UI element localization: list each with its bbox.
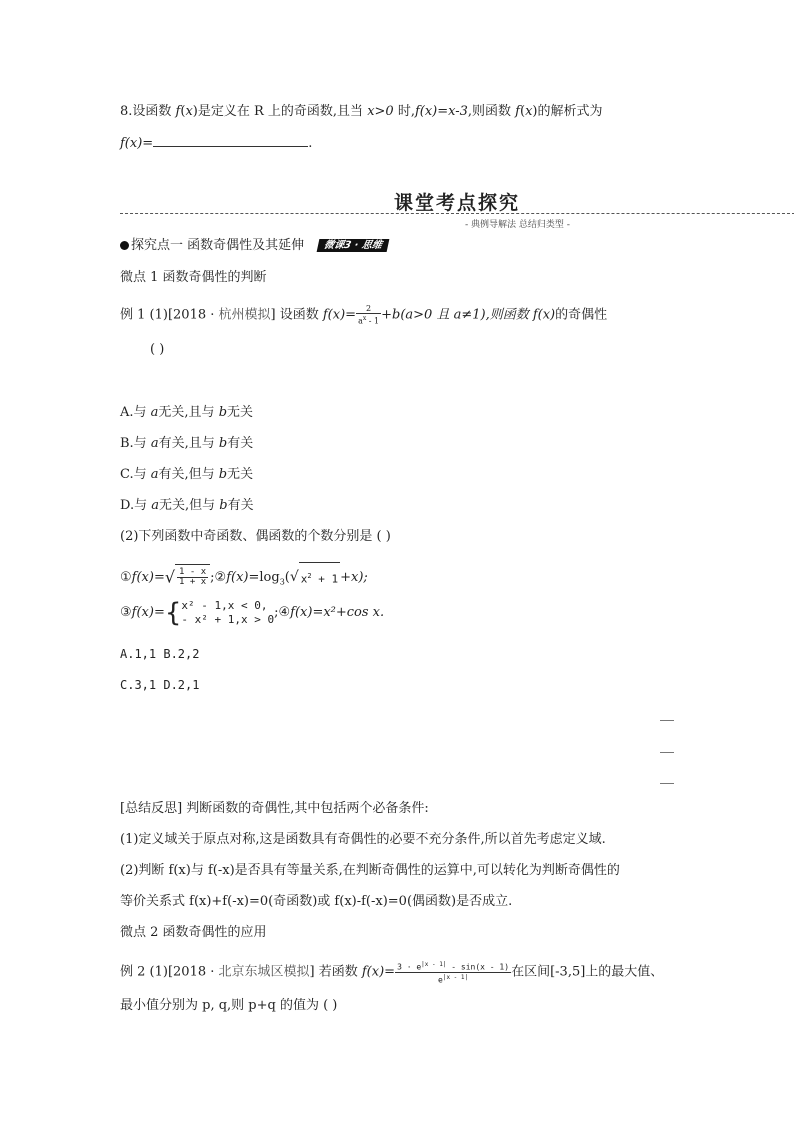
margin-mark — [660, 783, 674, 784]
ex1-part2: (2)下列函数中奇函数、偶函数的个数分别是 ( ) — [120, 529, 391, 544]
summary-title: [总结反思] 判断函数的奇偶性,其中包括两个必备条件: — [120, 801, 429, 816]
explore-heading: 探究点一 函数奇偶性及其延伸 微课3 · 思维 — [120, 236, 388, 256]
ex2-stem: 例 2 (1)[2018 · 北京东城区模拟] 若函数 f(x)= $\frac{3 \cdot e^{|x - 1|} - \sin(x - 1)}{e^{|x - 1|}}$ 在区间[-3,5]上的最大值、 — [120, 961, 664, 985]
summary-point-2a: (2)判断 f(x)与 f(-x)是否具有等量关系,在判断奇偶性的运算中,可以转化为判断奇偶性的 — [120, 863, 620, 878]
q8-line1: 8.设函数 f(x)是定义在 R 上的奇函数,且当 x>0 时,f(x)=x-3,则函数 f(x)的解析式为 — [120, 104, 603, 119]
section-divider — [120, 213, 794, 214]
margin-mark — [660, 720, 674, 721]
ex1-functions-row2: ③f(x)={ x² - 1,x < 0, - x² + 1,x > 0 ;④f(x)=x²+cos x. — [120, 597, 385, 628]
ex2-line2: 最小值分别为 p, q,则 p+q 的值为 ( ) — [120, 998, 338, 1013]
ex1-option-a[interactable]: A.与 a无关,且与 b无关 — [120, 405, 254, 420]
summary-point-2b: 等价关系式 f(x)+f(-x)=0(奇函数)或 f(x)-f(-x)=0(偶函数)是否成立. — [120, 894, 513, 909]
micro2-title: 微点 2 函数奇偶性的应用 — [120, 925, 267, 940]
section-title: 课堂考点探究 — [393, 192, 520, 214]
ex1-choices-row2[interactable]: C.3,1 D.2,1 — [120, 678, 200, 692]
ex1-option-d[interactable]: D.与 a无关,但与 b有关 — [120, 498, 254, 513]
section-subtitle: - 典例导解法 总结归类型 - — [464, 220, 571, 230]
q8-fx: f — [175, 104, 181, 119]
margin-mark — [660, 752, 674, 753]
sqrt-icon-2: √ — [289, 568, 299, 585]
ex1-stem: 例 1 (1)[2018 · 杭州模拟] 设函数 f(x)= $\frac{2}{a^x - 1}$ +b(a>0 且 a≠1),则函数 f(x)的奇偶性 — [120, 304, 608, 326]
ex1-choices-row1[interactable]: A.1,1 B.2,2 — [120, 647, 200, 661]
answer-blank[interactable] — [153, 134, 308, 147]
bullet-icon — [120, 241, 129, 250]
ex1-answer-paren: ( ) — [150, 342, 165, 357]
q8-x: x — [185, 104, 193, 119]
ex1-option-c[interactable]: C.与 a有关,但与 b无关 — [120, 467, 254, 482]
summary-point-1: (1)定义域关于原点对称,这是函数具有奇偶性的必要不充分条件,所以首先考虑定义域. — [120, 832, 606, 847]
ex1-functions-row1: ①f(x)=√ $\frac{1 - x}{1 + x}$ $;②f(x)=\log_3(√$ $x^2 + 1 +x$); — [120, 562, 368, 595]
ex1-fraction: $\frac{2}{a^x - 1}$ — [358, 304, 380, 326]
q8-line2: f(x)= . — [120, 136, 313, 151]
ex1-option-b[interactable]: B.与 a有关,且与 b有关 — [120, 436, 254, 451]
microlesson-tag[interactable]: 微课3 · 思维 — [317, 239, 389, 252]
brace-icon: { — [164, 597, 182, 628]
micro1-title: 微点 1 函数奇偶性的判断 — [120, 270, 267, 285]
sqrt-icon: √ — [164, 567, 176, 587]
ex2-fraction: $\frac{3 \cdot e^{|x - 1|} - \sin(x - 1)}{e^{|x - 1|}}$ — [397, 961, 510, 985]
